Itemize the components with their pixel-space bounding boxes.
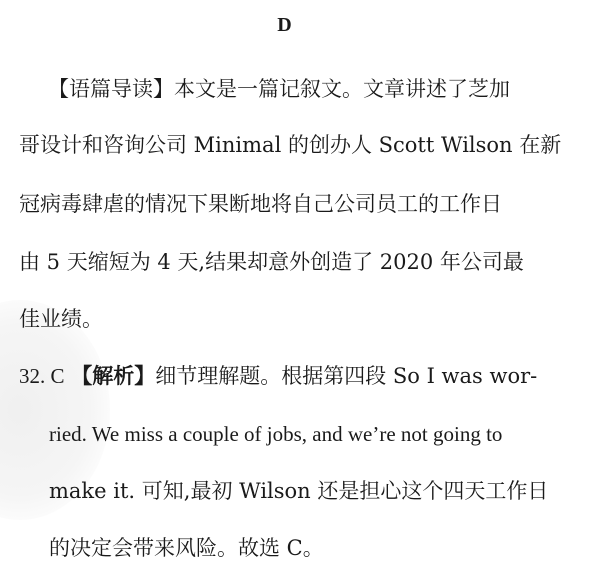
answer-line-1 (19, 361, 537, 391)
guide-line-1: 【语篇导读】本文是一篇记叙文。文章讲述了芝加 (48, 77, 510, 101)
answer-text-1: 细节理解题。根据第四段 So I was wor- (155, 364, 538, 388)
answer-number: 32. C (19, 364, 65, 388)
answer-line-4: 的决定会带来风险。故选 C。 (49, 536, 324, 560)
analysis-tag: 【解析】 (71, 363, 156, 388)
guide-line-2: 哥设计和咨询公司 Minimal 的创办人 Scott Wilson 在新 (19, 133, 562, 157)
guide-line-4: 由 5 天缩短为 4 天,结果却意外创造了 2020 年公司最 (19, 250, 524, 274)
guide-line-3: 冠病毒肆虐的情况下果断地将自己公司员工的工作日 (19, 192, 502, 216)
answer-line-3: make it. 可知,最初 Wilson 还是担心这个四天工作日 (49, 479, 549, 503)
section-heading: D (277, 14, 293, 36)
guide-line-5: 佳业绩。 (19, 307, 103, 331)
answer-line-2: ried. We miss a couple of jobs, and we’re not going to (49, 422, 503, 446)
